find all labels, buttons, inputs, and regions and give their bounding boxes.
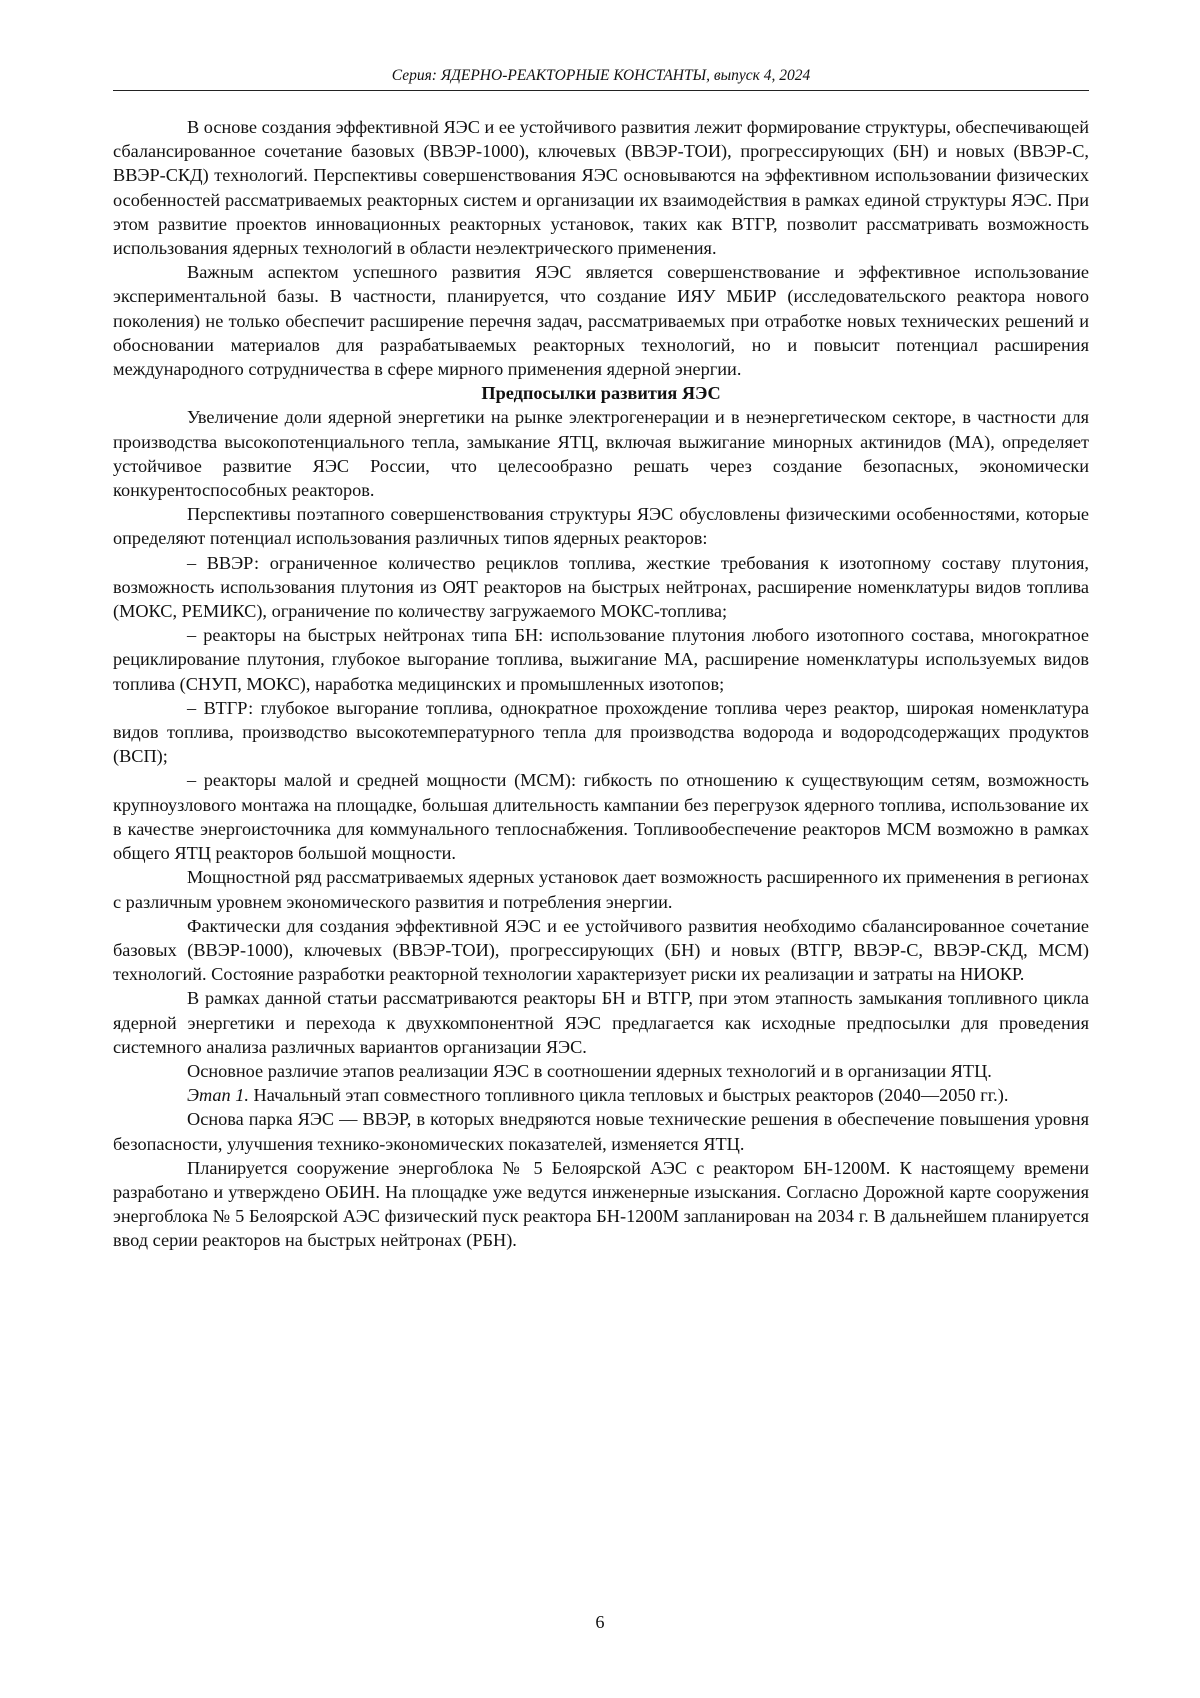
paragraph: В основе создания эффективной ЯЭС и ее устойчивого развития лежит формирование структуры, обеспечивающей сбалансированное сочетание базовых (ВВЭР-1000), ключевых (ВВЭР-ТОИ), прогрессирующих (БН) и новых (ВВЭР-С, ВВЭР-СКД) технологий. Перспективы совершенствования ЯЭС основываются на эффективном использовании физических особенностей рассматриваемых реакторных систем и организации их взаимодействия в рамках единой структуры ЯЭС. При этом развитие проектов инновационных реакторных установок, таких как ВТГР, позволит рассматривать возможность использования ядерных технологий в области неэлектрического применения. (113, 117, 1089, 259)
paragraph: Планируется сооружение энергоблока № 5 Белоярской АЭС с реактором БН-1200М. К настоящему времени разработано и утверждено ОБИН. На площадке уже ведутся инженерные изыскания. Согласно Дорожной карте сооружения энергоблока № 5 Белоярской АЭС физический пуск реактора БН-1200М запланирован на 2034 г. В дальнейшем планируется ввод серии реакторов на быстрых нейтронах (РБН). (113, 1157, 1089, 1251)
paragraph: Основное различие этапов реализации ЯЭС в соотношении ядерных технологий и в организации ЯТЦ. (187, 1060, 992, 1081)
stage-label: Этап 1. (187, 1085, 249, 1106)
paragraph: Мощностной ряд рассматриваемых ядерных установок дает возможность расширенного их применения в регионах с различным уровнем экономического развития и потребления энергии. (113, 867, 1089, 912)
stage-paragraph (113, 1083, 1089, 1107)
stage-text: Начальный этап совместного топливного цикла тепловых и быстрых реакторов (2040—2050 гг.). (248, 1085, 1009, 1106)
list-item-bn: – реакторы на быстрых нейтронах типа БН: использование плутония любого изотопного состава, многократное рециклирование плутония, глубокое выгорание топлива, выжигание МА, расширение номенклатуры используемых видов топлива (СНУП, МОКС), наработка медицинских и промышленных изотопов; (113, 625, 1089, 694)
paragraph: Увеличение доли ядерной энергетики на рынке электрогенерации и в неэнергетическом секторе, в частности для производства высокопотенциального тепла, замыкание ЯТЦ, включая выжигание минорных актинидов (МА), определяет устойчивое развитие ЯЭС России, что целесообразно решать через создание безопасных, экономически конкурентоспособных реакторов. (113, 407, 1089, 501)
page-number: 6 (595, 1612, 605, 1632)
paragraph: Фактически для создания эффективной ЯЭС и ее устойчивого развития необходимо сбалансированное сочетание базовых (ВВЭР-1000), ключевых (ВВЭР-ТОИ), прогрессирующих (БН) и новых (ВТГР, ВВЭР-С, ВВЭР-СКД, МСМ) технологий. Состояние разработки реакторной технологии характеризует риски их реализации и затраты на НИОКР. (113, 915, 1089, 985)
paragraph: Основа парка ЯЭС — ВВЭР, в которых внедряются новые технические решения в обеспечение повышения уровня безопасности, улучшения технико-экономических показателей, изменяется ЯТЦ. (113, 1109, 1089, 1154)
page (113, 66, 1089, 1253)
list-item-msm: – реакторы малой и средней мощности (МСМ): гибкость по отношению к существующим сетям, возможность крупноузлового монтажа на площадке, большая длительность кампании без перегрузок ядерного топлива, использование их в качестве энергоисточника для коммунального теплоснабжения. Топливообеспечение реакторов МСМ возможно в рамках общего ЯТЦ реакторов большой мощности. (113, 770, 1089, 864)
article-body (113, 115, 1089, 1253)
paragraph: В рамках данной статьи рассматриваются реакторы БН и ВТГР, при этом этапность замыкания топливного цикла ядерной энергетики и перехода к двухкомпонентной ЯЭС предлагается как исходные предпосылки для проведения системного анализа различных вариантов организации ЯЭС. (113, 988, 1089, 1057)
paragraph: Важным аспектом успешного развития ЯЭС является совершенствование и эффективное использование экспериментальной базы. В частности, планируется, что создание ИЯУ МБИР (исследовательского реактора нового поколения) не только обеспечит расширение перечня задач, рассматриваемых при отработке новых технических решений и обосновании материалов для разрабатываемых реакторных технологий, но и повысит потенциал расширения международного сотрудничества в сфере мирного применения ядерной энергии. (113, 262, 1089, 380)
list-item-vver: – ВВЭР: ограниченное количество рециклов топлива, жесткие требования к изотопному составу плутония, возможность использования плутония из ОЯТ реакторов на быстрых нейтронах, расширение номенклатуры видов топлива (МОКС, РЕМИКС), ограничение по количеству загружаемого МОКС-топлива; (113, 552, 1089, 622)
paragraph: Перспективы поэтапного совершенствования структуры ЯЭС обусловлены физическими особенностями, которые определяют потенциал использования различных типов ядерных реакторов: (113, 504, 1089, 549)
running-header: Серия: ЯДЕРНО-РЕАКТОРНЫЕ КОНСТАНТЫ, выпуск 4, 2024 (113, 66, 1089, 91)
list-item-vtgr: – ВТГР: глубокое выгорание топлива, однократное прохождение топлива через реактор, широкая номенклатура видов топлива, производство высокотемпературного тепла для производства водорода и водородсодержащих продуктов (ВСП); (113, 697, 1089, 767)
section-heading: Предпосылки развития ЯЭС (481, 383, 721, 404)
